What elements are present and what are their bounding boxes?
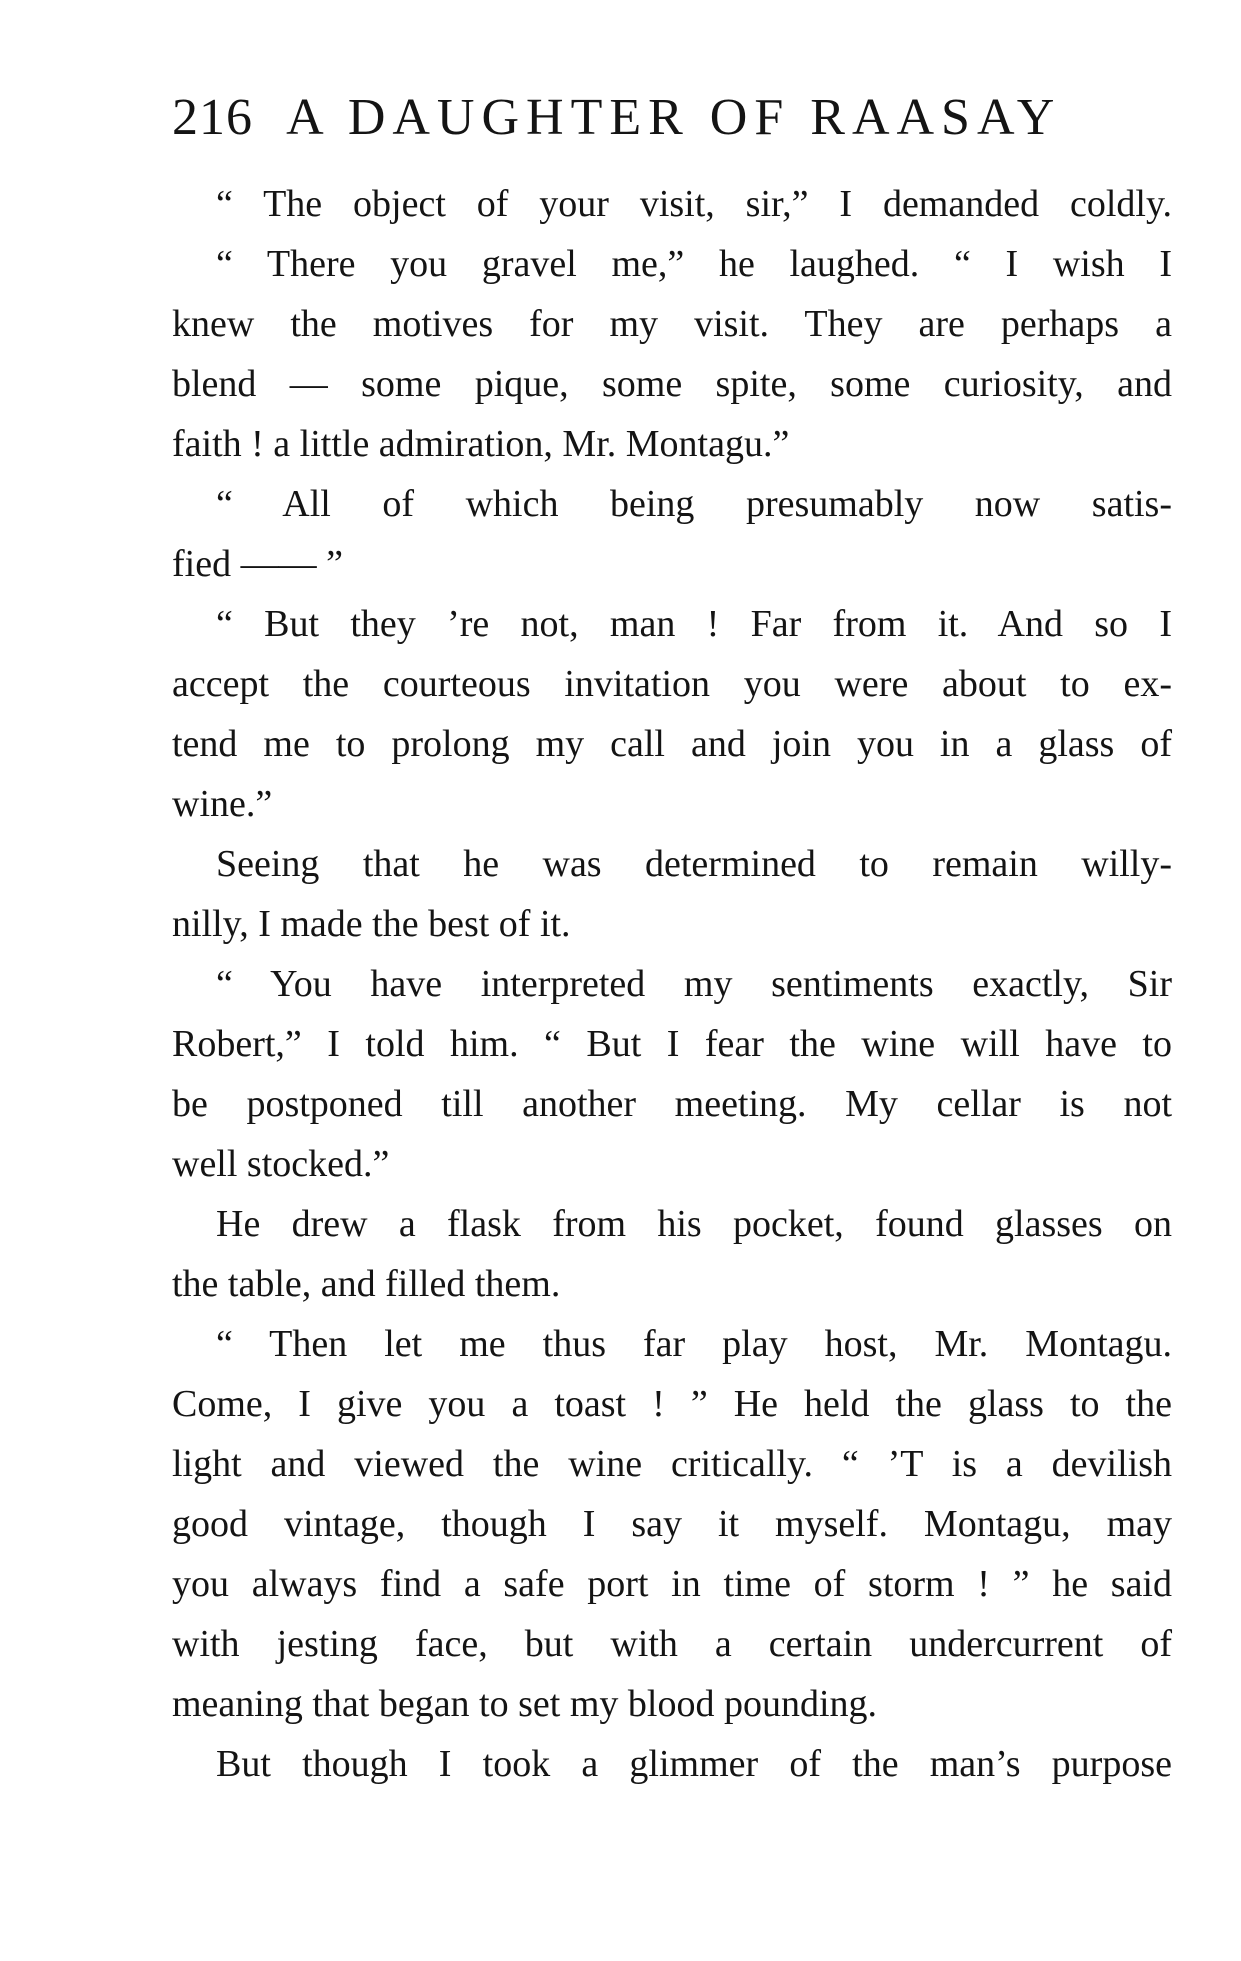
text-line: accept the courteous invitation you were about to ex- [172,663,1172,705]
text-line: well stocked.” [172,1143,390,1185]
text-line: “ The object of your visit, sir,” I demanded coldly. [216,183,1172,225]
text-line: “ There you gravel me,” he laughed. “ I wish I [216,243,1172,285]
text-line: fied —— ” [172,543,343,585]
text-line: meaning that began to set my blood pounding. [172,1683,878,1725]
text-line: blend — some pique, some spite, some curiosity, and [172,363,1172,405]
running-head [172,88,1172,148]
text-line: the table, and filled them. [172,1263,561,1305]
text-line: “ Then let me thus far play host, Mr. Montagu. [216,1323,1172,1365]
text-line: wine.” [172,783,273,825]
text-line: Robert,” I told him. “ But I fear the wine will have to [172,1023,1172,1065]
text-line: Come, I give you a toast ! ” He held the glass to the [172,1383,1172,1425]
text-line: good vintage, though I say it myself. Montagu, may [172,1503,1172,1545]
text-line: But though I took a glimmer of the man’s purpose [216,1743,1172,1785]
text-line: “ You have interpreted my sentiments exactly, Sir [216,963,1172,1005]
text-line: He drew a flask from his pocket, found glasses on [216,1203,1172,1245]
text-line: Seeing that he was determined to remain willy- [216,843,1172,885]
running-title: A DAUGHTER OF RAASAY [286,89,1062,146]
text-line: be postponed till another meeting. My cellar is not [172,1083,1172,1125]
text-line: light and viewed the wine critically. “ ’T is a devilish [172,1443,1172,1485]
text-line: “ But they ’re not, man ! Far from it. And so I [216,603,1172,645]
page-number: 216 [172,89,253,146]
text-line: nilly, I made the best of it. [172,903,571,945]
text-line: “ All of which being presumably now satis- [216,483,1172,525]
body-text [172,174,1172,1794]
text-line: tend me to prolong my call and join you in a glass of [172,723,1172,765]
text-line: knew the motives for my visit. They are perhaps a [172,303,1172,345]
text-line: with jesting face, but with a certain undercurrent of [172,1623,1172,1665]
text-line: you always find a safe port in time of storm ! ” he said [172,1563,1172,1605]
text-line: faith ! a little admiration, Mr. Montagu.” [172,423,790,465]
